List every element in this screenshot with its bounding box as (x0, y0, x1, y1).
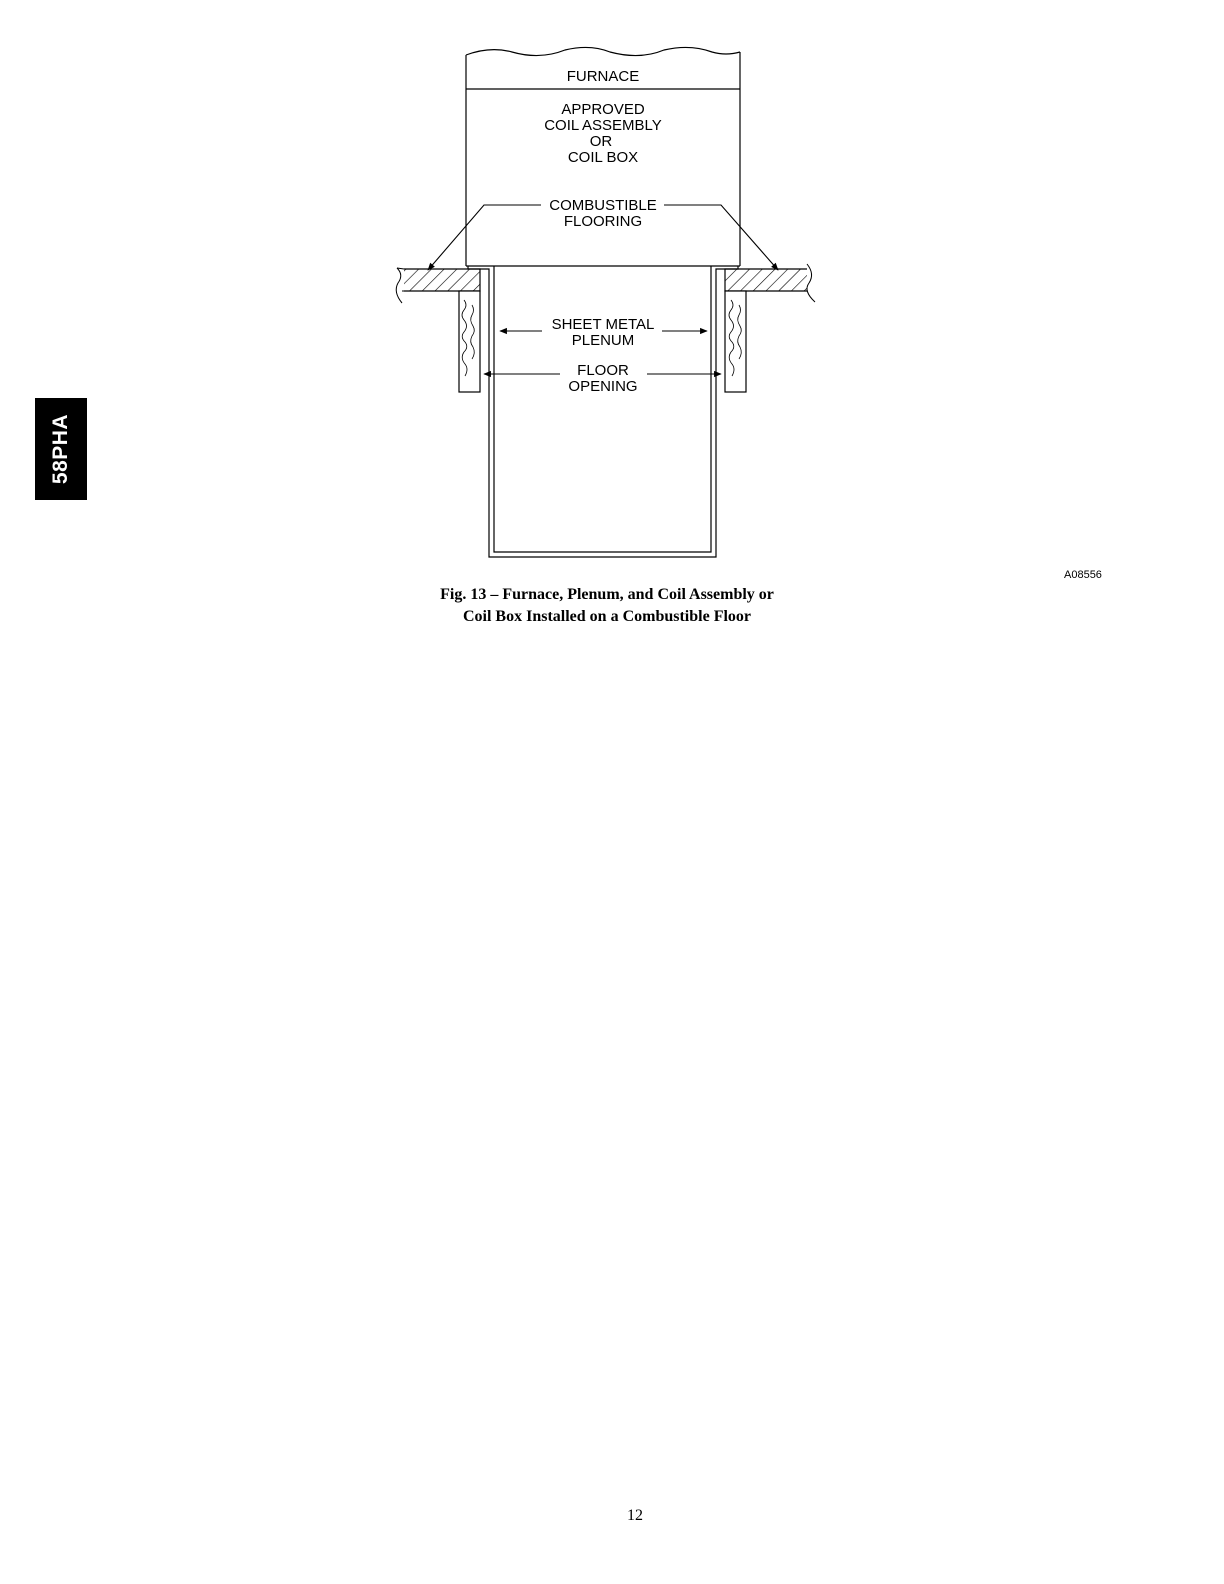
plenum-label-line1: SHEET METAL (551, 316, 655, 333)
coil-label-line4: COIL BOX (567, 149, 639, 166)
flooring-label-line1: COMBUSTIBLE (549, 197, 657, 214)
furnace-label: FURNACE (566, 68, 640, 85)
side-tab-label: 58PHA (49, 413, 72, 485)
installation-diagram (0, 0, 1224, 640)
page-number: 12 (627, 1507, 643, 1524)
sheet-metal-plenum (468, 266, 738, 557)
caption-line1: Fig. 13 – Furnace, Plenum, and Coil Assembly or (440, 586, 774, 603)
plenum-label-line2: PLENUM (571, 332, 635, 349)
caption-line2: Coil Box Installed on a Combustible Floor (462, 608, 752, 625)
coil-label-line3: OR (589, 133, 613, 150)
figure-code: A08556 (1064, 569, 1102, 581)
opening-label-line2: OPENING (568, 378, 638, 395)
flooring-label-line2: FLOORING (563, 213, 643, 230)
opening-label-line1: FLOOR (577, 362, 629, 379)
figure-caption (360, 584, 854, 628)
coil-label-line2: COIL ASSEMBLY (544, 117, 662, 134)
coil-label-line1: APPROVED (561, 101, 645, 118)
